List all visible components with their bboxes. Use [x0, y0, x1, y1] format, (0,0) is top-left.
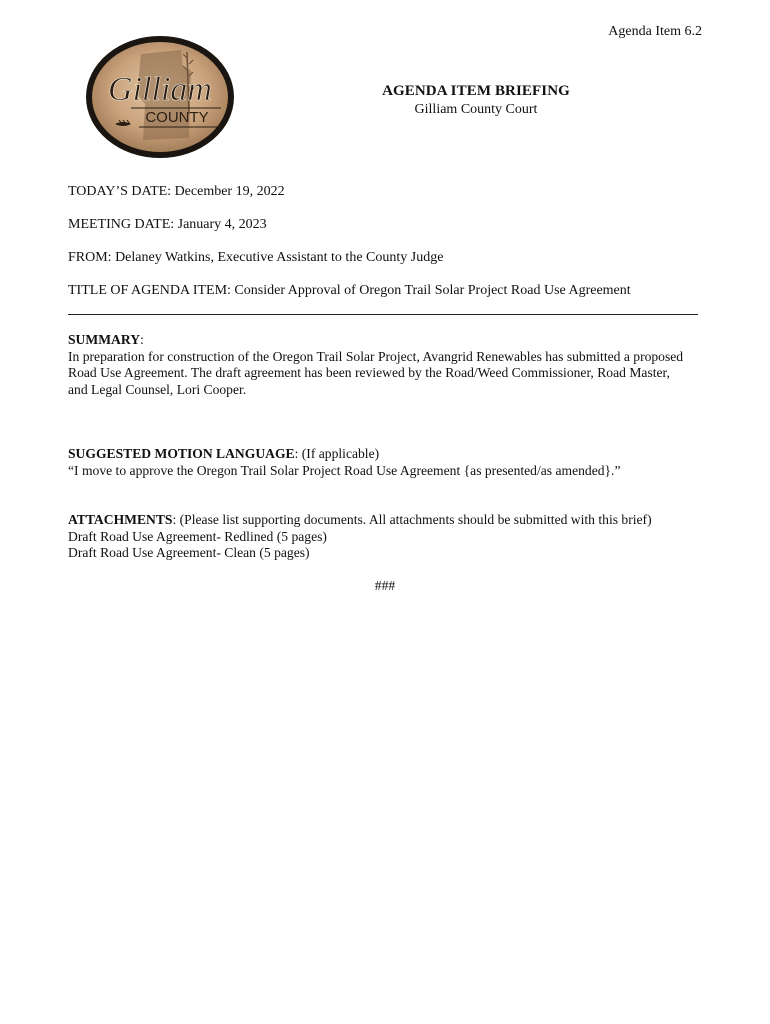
logo-text-bottom: COUNTY	[145, 109, 209, 126]
briefing-header	[330, 83, 622, 118]
summary-line: Road Use Agreement. The draft agreement has been reviewed by the Road/Weed Commissioner, Road Master,	[68, 365, 670, 380]
briefing-subtitle: Gilliam County Court	[414, 102, 538, 117]
section-divider	[68, 314, 698, 315]
from-line: FROM: Delaney Watkins, Executive Assistant to the County Judge	[68, 250, 444, 265]
gilliam-county-logo	[83, 34, 237, 160]
attachments-section	[68, 512, 708, 562]
logo-text-top: Gilliam	[108, 71, 212, 108]
agenda-item-number: Agenda Item 6.2	[608, 24, 702, 39]
motion-heading-suffix: : (If applicable)	[294, 446, 380, 461]
motion-text: “I move to approve the Oregon Trail Solar Project Road Use Agreement {as presented/as amended}.”	[68, 462, 621, 478]
attachments-heading-suffix: : (Please list supporting documents. All attachments should be submitted with this brief)	[172, 512, 652, 527]
summary-heading: SUMMARY	[68, 332, 141, 347]
todays-date: TODAY’S DATE: December 19, 2022	[68, 184, 285, 199]
end-mark: ###	[374, 578, 396, 593]
attachment-item: Draft Road Use Agreement- Clean (5 pages)	[68, 545, 310, 560]
motion-heading: SUGGESTED MOTION LANGUAGE	[68, 446, 295, 461]
summary-heading-suffix: :	[140, 332, 144, 347]
summary-line: and Legal Counsel, Lori Cooper.	[68, 381, 247, 397]
motion-section	[68, 446, 708, 479]
meeting-date: MEETING DATE: January 4, 2023	[68, 217, 267, 232]
summary-section	[68, 332, 708, 398]
summary-line: In preparation for construction of the Oregon Trail Solar Project, Avangrid Renewables has submitted a proposed	[68, 348, 684, 364]
attachments-heading: ATTACHMENTS	[68, 512, 173, 527]
briefing-title: AGENDA ITEM BRIEFING	[382, 83, 570, 99]
attachment-item: Draft Road Use Agreement- Redlined (5 pages)	[68, 528, 327, 544]
agenda-item-title: TITLE OF AGENDA ITEM: Consider Approval of Oregon Trail Solar Project Road Use Agreement	[68, 283, 631, 298]
